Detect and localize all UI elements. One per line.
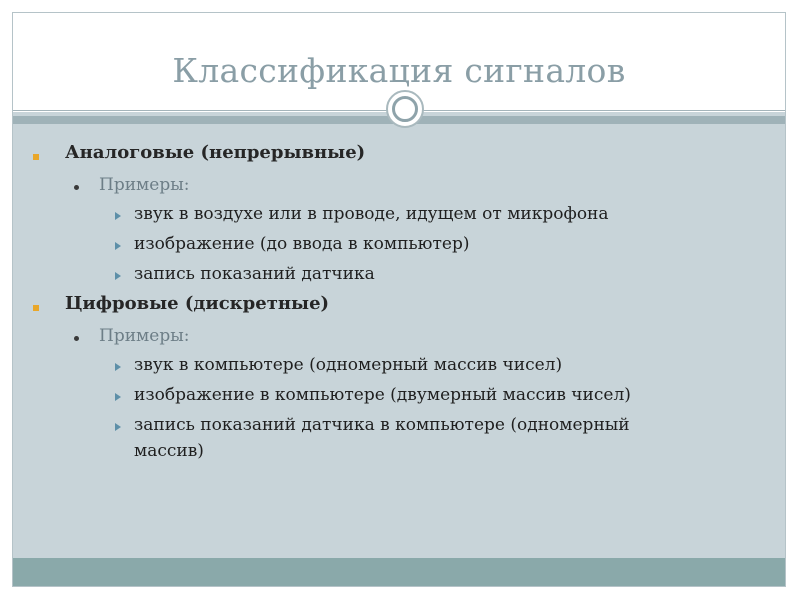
example-item: изображение в компьютере (двумерный массив чисел): [134, 385, 631, 405]
dot-bullet-icon: [74, 185, 79, 190]
slide: [12, 12, 786, 587]
dot-bullet-icon: [74, 336, 79, 341]
triangle-bullet-icon: [115, 242, 121, 250]
circle-ornament-inner: [392, 96, 418, 122]
square-bullet-icon: [33, 154, 39, 160]
triangle-bullet-icon: [115, 212, 121, 220]
example-item: звук в компьютере (одномерный массив чисел): [134, 355, 563, 375]
triangle-bullet-icon: [115, 363, 121, 371]
example-item: запись показаний датчика в компьютере (одномерный: [134, 415, 630, 435]
examples-label: Примеры:: [99, 326, 190, 346]
footer-bar: [13, 558, 785, 586]
triangle-bullet-icon: [115, 393, 121, 401]
triangle-bullet-icon: [115, 272, 121, 280]
example-item: звук в воздухе или в проводе, идущем от микрофона: [134, 204, 609, 224]
group-heading: Аналоговые (непрерывные): [65, 142, 366, 163]
slide-title: Классификация сигналов: [172, 51, 626, 90]
circle-ornament-icon: [386, 90, 424, 128]
example-item-continuation: массив): [134, 441, 204, 461]
example-item: запись показаний датчика: [134, 264, 375, 284]
square-bullet-icon: [33, 305, 39, 311]
examples-label: Примеры:: [99, 175, 190, 195]
triangle-bullet-icon: [115, 423, 121, 431]
example-item: изображение (до ввода в компьютер): [134, 234, 470, 254]
group-heading: Цифровые (дискретные): [65, 293, 330, 314]
